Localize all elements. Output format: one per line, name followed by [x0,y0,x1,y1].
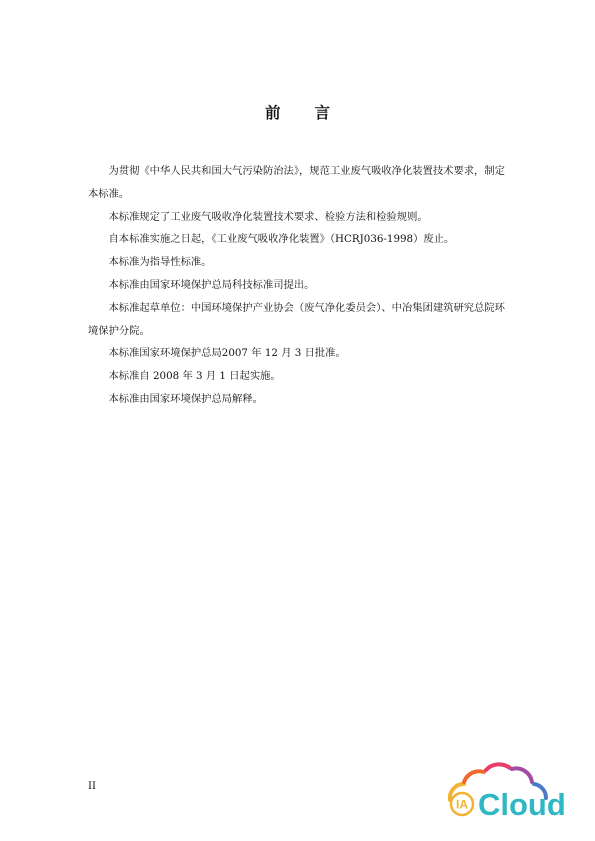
paragraph: 本标准起草单位：中国环境保护产业协会（废气净化委员会）、中冶集团建筑研究总院环境保护分院。 [88,301,505,337]
title-char-2: 言 [314,104,331,122]
paragraph: 本标准自 2008 年 3 月 1 日起实施。 [108,370,281,383]
foreword-body [88,160,508,411]
paragraph: 本标准由国家环境保护总局解释。 [108,392,263,405]
iacloud-logo [440,760,595,820]
paragraph: 为贯彻《中华人民共和国大气污染防治法》，规范工业废气吸收净化装置技术要求，制定本标准。 [88,165,505,200]
paragraph: 自本标准实施之日起，《工业废气吸收净化装置》（HCRJ036-1998）废止。 [108,233,455,246]
paragraph: 本标准规定了工业废气吸收净化装置技术要求、检验方法和检验规则。 [108,210,428,223]
page-number: II [88,781,96,792]
logo-cloud-text: Cloud [478,787,566,820]
title-char-1: 前 [264,104,281,122]
page-title [0,101,595,123]
logo-ia-text: IA [456,797,468,812]
paragraph: 本标准由国家环境保护总局科技标准司提出。 [108,278,315,291]
paragraph: 本标准为指导性标准。 [108,256,212,269]
paragraph: 本标准国家环境保护总局2007 年 12 月 3 日批准。 [108,347,346,360]
